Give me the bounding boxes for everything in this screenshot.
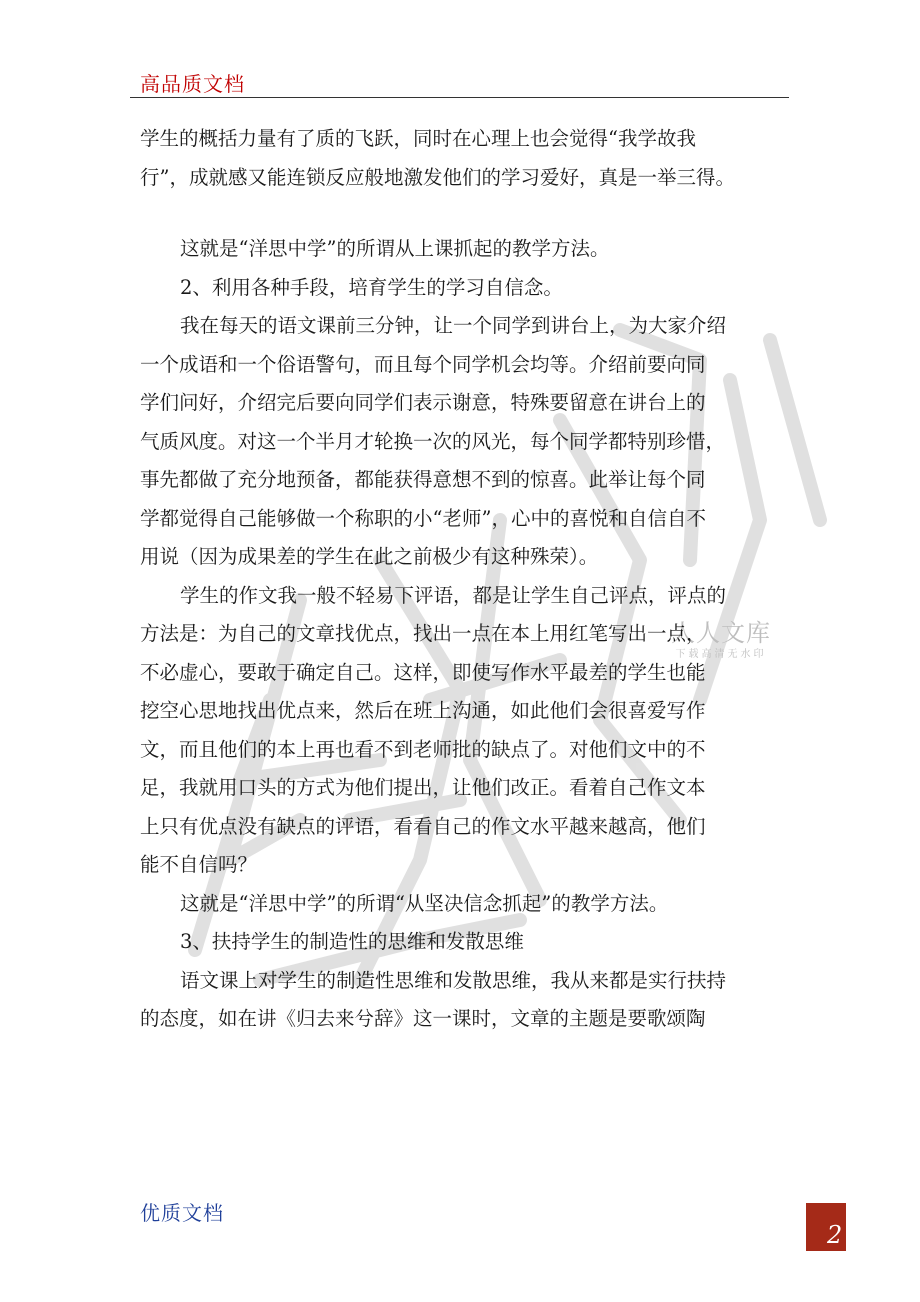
- text-line: 足，我就用口头的方式为他们提出，让他们改正。看着自己作文本: [140, 776, 706, 799]
- footer-label: 优质文档: [140, 1201, 224, 1225]
- header-title: 高品质文档: [140, 72, 245, 96]
- text-line: 学生的概括力量有了质的飞跃，同时在心理上也会觉得“我学故我: [140, 127, 696, 150]
- section-heading: 3、扶持学生的制造性的思维和发散思维: [180, 930, 524, 953]
- paragraph-gap: [140, 197, 788, 230]
- text-line: 气质风度。对这一个半月才轮换一次的风光，每个同学都特别珍惜，: [140, 429, 726, 453]
- text-line: 上只有优点没有缺点的评语，看看自己的作文水平越来越高，他们: [140, 814, 706, 838]
- text-line: 的态度，如在讲《归去来兮辞》这一课时，文章的主题是要歌颂陶: [140, 1007, 706, 1030]
- text-line: 语文课上对学生的制造性思维和发散思维，我从来都是实行扶持: [180, 968, 727, 992]
- paragraph-8: [140, 962, 788, 1039]
- text-line: 这就是“洋思中学”的所谓“从坚决信念抓起”的教学方法。: [180, 891, 669, 915]
- text-line: 学生的作文我一般不轻易下评语，都是让学生自己评点，评点的: [180, 583, 727, 607]
- text-line: 方法是：为自己的文章找优点，找出一点在本上用红笔写出一点，: [140, 622, 706, 645]
- text-line: 一个成语和一个俗语警句，而且每个同学机会均等。介绍前要向同: [140, 352, 706, 376]
- text-line: 能不自信吗？: [140, 853, 258, 876]
- watermark-logo-title: 人人文库: [671, 619, 771, 647]
- text-line: 学都觉得自己能够做一个称职的小“老师”，心中的喜悦和自信自不: [140, 506, 706, 530]
- text-line: 这就是“洋思中学”的所谓从上课抓起的教学方法。: [180, 237, 610, 260]
- paragraph-5: [140, 577, 788, 885]
- text-line: 行”，成就感又能连锁反应般地激发他们的学习爱好，真是一举三得。: [140, 165, 735, 189]
- text-line: 用说（因为成果差的学生在此之前极少有这种殊荣）。: [140, 545, 599, 568]
- paragraph-6: [140, 885, 788, 924]
- text-line: 学们问好，介绍完后要向同学们表示谢意，特殊要留意在讲台上的: [140, 391, 706, 414]
- paragraph-1: [140, 120, 788, 197]
- text-line: 事先都做了充分地预备，都能获得意想不到的惊喜。此举让每个同: [140, 468, 706, 491]
- section-heading: 2、利用各种手段，培育学生的学习自信念。: [180, 275, 563, 299]
- page-number: 2: [827, 1221, 843, 1249]
- text-line: 我在每天的语文课前三分钟，让一个同学到讲台上，为大家介绍: [180, 314, 727, 337]
- paragraph-7: [140, 923, 788, 962]
- paragraph-3: [140, 269, 788, 308]
- paragraph-4: [140, 307, 788, 577]
- paragraph-2: [140, 230, 788, 269]
- document-body: [140, 120, 788, 1039]
- text-line: 不必虚心，要敢于确定自己。这样，即使写作水平最差的学生也能: [140, 660, 706, 684]
- watermark-logo-subtitle: 下载高清无水印: [675, 649, 767, 660]
- text-line: 文，而且他们的本上再也看不到老师批的缺点了。对他们文中的不: [140, 737, 706, 761]
- text-line: 挖空心思地找出优点来，然后在班上沟通，如此他们会很喜爱写作: [140, 699, 706, 722]
